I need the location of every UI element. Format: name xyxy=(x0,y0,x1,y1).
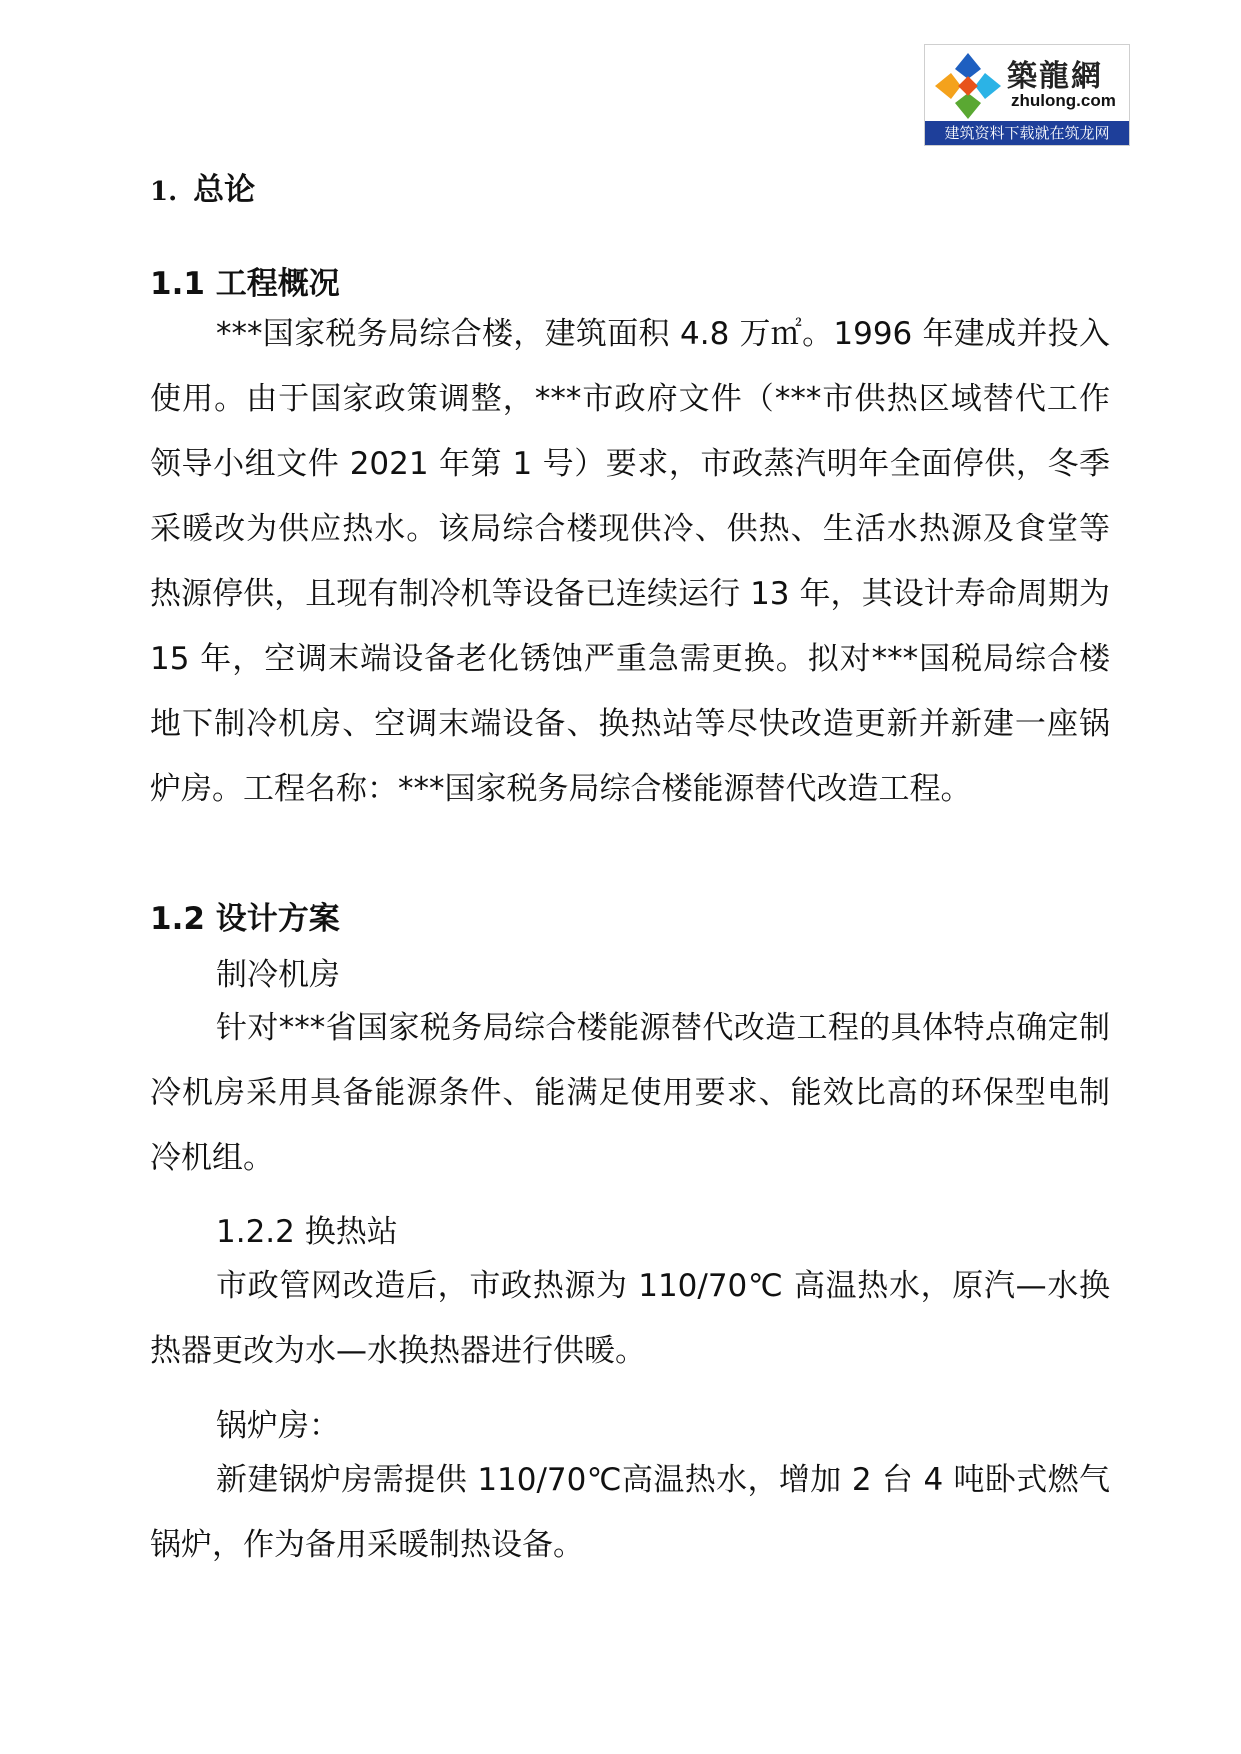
section-1-heading xyxy=(150,164,255,209)
chiller-room-paragraph: 针对***省国家税务局综合楼能源替代改造工程的具体特点确定制冷机房采用具备能源条件、能满足使用要求、能效比高的环保型电制冷机组。 xyxy=(150,1010,1110,1176)
chiller-room-heading: 制冷机房 xyxy=(216,957,340,993)
boiler-room-paragraph: 新建锅炉房需提供 110/70℃高温热水，增加 2 台 4 吨卧式燃气锅炉，作为备用采暖制热设备。 xyxy=(150,1462,1110,1563)
section-1-2-2-heading: 1.2.2 换热站 xyxy=(216,1214,398,1250)
logo-brand-name: 築龍網 xyxy=(1007,59,1103,94)
zhulong-logo xyxy=(924,44,1130,146)
section-1-1-paragraph: ***国家税务局综合楼，建筑面积 4.8 万㎡。1996 年建成并投入使用。由于国家政策调整，***市政府文件（***市供热区域替代工作领导小组文件 2021 年第 1 号）要求，市政蒸汽明年全面停供，冬季采暖改为供应热水。该局综合楼现供冷、供热、生活水热源及食堂等热源停供，且现有制冷机等设备已连续运行 13 年，其设计寿命周期为 15 年，空调末端设备老化锈蚀严重急需更换。拟对***国税局综合楼地下制冷机房、空调末端设备、换热站等尽快改造更新并新建一座锅炉房。工程名称：***国家税务局综合楼能源替代改造工程。 xyxy=(150,316,1110,807)
section-1-1-heading: 1.1 工程概况 xyxy=(150,266,340,302)
section-number: 1. xyxy=(150,177,178,207)
section-1-2-heading: 1.2 设计方案 xyxy=(150,901,340,937)
heat-exchange-paragraph: 市政管网改造后，市政热源为 110/70℃ 高温热水，原汽—水换热器更改为水—水换热器进行供暖。 xyxy=(150,1268,1110,1369)
logo-slogan-banner: 建筑资料下载就在筑龙网 xyxy=(925,121,1129,145)
zhulong-logo-mark-icon xyxy=(931,49,1005,123)
logo-url: zhulong.com xyxy=(1011,91,1116,110)
section-title: 总论 xyxy=(193,172,256,208)
boiler-room-heading: 锅炉房： xyxy=(216,1408,340,1444)
